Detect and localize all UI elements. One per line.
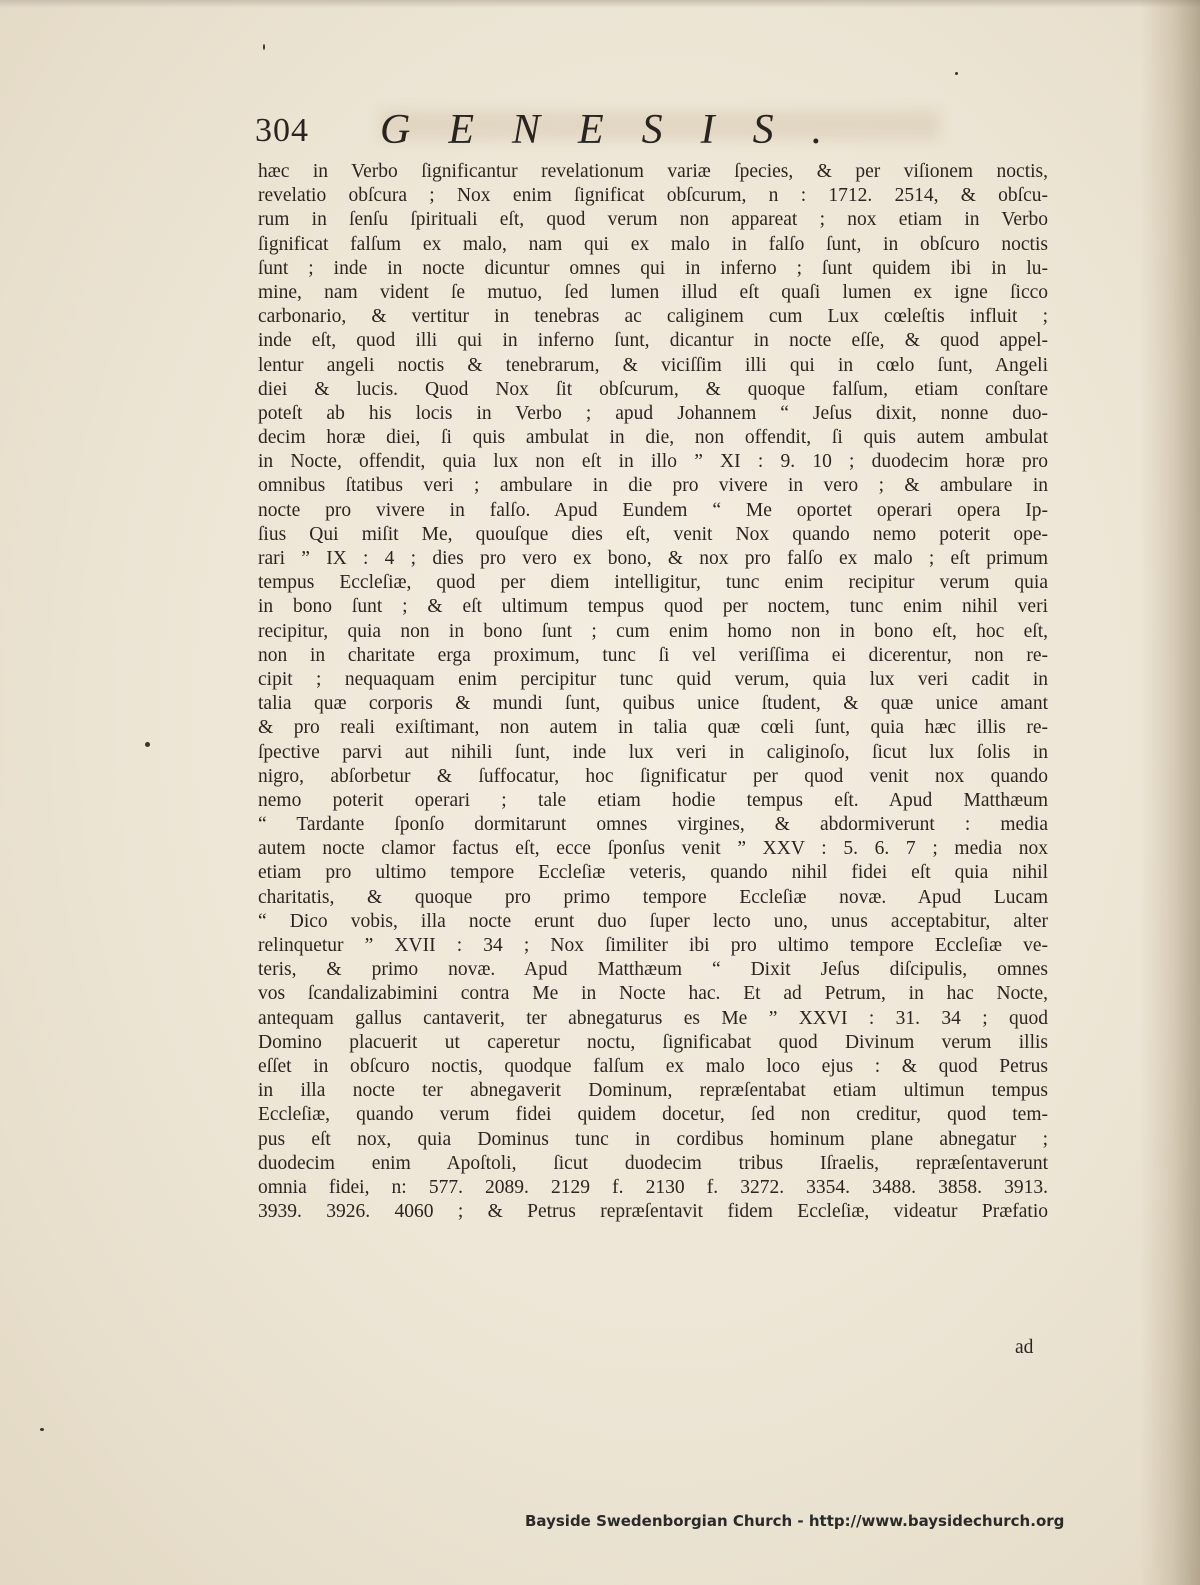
running-title: GENESIS. [380,107,861,153]
text-line: cipit ; nequaquam enim percipitur tunc quid verum, quia lux veri cadit in [258,668,1048,690]
text-line: recipitur, quia non in bono ſunt ; cum enim homo non in bono eſt, hoc eſt, [258,620,1048,642]
text-line: inde eſt, quod illi qui in inferno ſunt, dicantur in nocte eſſe, & quod appel- [258,330,1048,352]
ink-speck [955,72,958,75]
text-line: nocte pro vivere in falſo. Apud Eundem “ Me oportet operari opera Ip- [258,499,1048,521]
text-line: omnia fidei, n: 577. 2089. 2129 f. 2130 f. 3272. 3354. 3488. 3858. 3913. [258,1176,1048,1198]
text-line: antequam gallus cantaverit, ter abnegaturus es Me ” XXVI : 31. 34 ; quod [258,1007,1048,1029]
text-line: “ Dico vobis, illa nocte erunt duo ſuper lecto uno, unus acceptabitur, alter [258,910,1048,932]
text-line: omnibus ſtatibus veri ; ambulare in die pro vivere in vero ; & ambulare in [258,475,1048,497]
text-line: teris, & primo novæ. Apud Matthæum “ Dixit Jeſus diſcipulis, omnes [258,959,1048,981]
text-line: & pro reali exiſtimant, non autem in talia quæ cœli ſunt, quia hæc illis re- [258,717,1048,739]
text-line: “ Tardante ſponſo dormitarunt omnes virgines, & abdormiverunt : media [258,814,1048,836]
text-line: lentur angeli noctis & tenebrarum, & viciſſim illi qui in cœlo ſunt, Angeli [258,354,1048,376]
page-header [255,100,895,160]
text-line: poteſt ab his locis in Verbo ; apud Johannem “ Jeſus dixit, nonne duo- [258,402,1048,424]
text-line: in bono ſunt ; & eſt ultimum tempus quod per noctem, tunc enim nihil veri [258,596,1048,618]
ink-speck [40,1428,44,1431]
text-line: non in charitate erga proximum, tunc ſi vel veriſſima ei dicerentur, non re- [258,644,1048,666]
text-line: nigro, abſorbetur & ſuffocatur, hoc ſignificatur per quod venit nox quando [258,765,1048,787]
text-line: ſius Qui miſit Me, quouſque dies eſt, venit Nox quando nemo poterit ope- [258,523,1048,545]
text-line: decim horæ diei, ſi quis ambulat in die, non offendit, ſi quis autem ambulat [258,427,1048,449]
text-line: nemo poterit operari ; tale etiam hodie tempus eſt. Apud Matthæum [258,789,1048,811]
text-line: ſpective parvi aut nihili ſunt, inde lux veri in caliginoſo, ſicut lux ſolis in [258,741,1048,763]
text-line: vos ſcandalizabimini contra Me in Nocte hac. Et ad Petrum, in hac Nocte, [258,983,1048,1005]
text-line: hæc in Verbo ſignificantur revelationum variæ ſpecies, & per viſionem noctis, [258,161,1048,182]
text-line: mine, nam vident ſe mutuo, ſed lumen illud eſt quaſi lumen ex igne ſicco [258,281,1048,303]
text-line: duodecim enim Apoſtoli, ſicut duodecim tribus Iſraelis, repræſentaverunt [258,1152,1048,1174]
ink-speck [263,44,265,50]
text-line: rum in ſenſu ſpirituali eſt, quod verum non appareat ; nox etiam in Verbo [258,209,1048,231]
page-gutter-shadow [1140,0,1200,1585]
text-line: talia quæ corporis & mundi ſunt, quibus unice ſtudent, & quæ unice amant [258,693,1048,715]
text-line: relinquetur ” XVII : 34 ; Nox ſimiliter ibi pro ultimo tempore Eccleſiæ ve- [258,935,1048,956]
body-text [258,160,1048,1224]
footer-credit: Bayside Swedenborgian Church - http://www.baysidechurch.org [525,1512,1065,1530]
text-line: in illa nocte ter abnegaverit Dominum, repræſentabat etiam ultimun tempus [258,1080,1048,1102]
text-line: ſignificat falſum ex malo, nam qui ex malo in falſo ſunt, in obſcuro noctis [258,233,1048,255]
text-line: carbonario, & vertitur in tenebras ac caliginem cum Lux cœleſtis influit ; [258,306,1048,328]
text-line: ſunt ; inde in nocte dicuntur omnes qui in inferno ; ſunt quidem ibi in lu- [258,257,1048,279]
ink-speck [145,742,150,747]
text-line: revelatio obſcura ; Nox enim ſignificat obſcurum, n : 1712. 2514, & obſcu- [258,185,1048,207]
text-line: autem nocte clamor factus eſt, ecce ſponſus venit ” XXV : 5. 6. 7 ; media nox [258,838,1048,860]
text-line: Domino placuerit ut caperetur noctu, ſignificabat quod Divinum verum illis [258,1031,1048,1053]
text-line: eſſet in obſcuro noctis, quodque falſum ex malo loco ejus : & quod Petrus [258,1055,1048,1077]
text-line: pus eſt nox, quia Dominus tunc in cordibus hominum plane abnegatur ; [258,1128,1048,1150]
text-line: charitatis, & quoque pro primo tempore Eccleſiæ novæ. Apud Lucam [258,886,1048,908]
text-line: etiam pro ultimo tempore Eccleſiæ veteris, quando nihil fidei eſt quia nihil [258,862,1048,884]
text-line: Eccleſiæ, quando verum fidei quidem docetur, ſed non creditur, quod tem- [258,1104,1048,1126]
text-line: in Nocte, offendit, quia lux non eſt in illo ” XI : 9. 10 ; duodecim horæ pro [258,451,1048,473]
text-line: diei & lucis. Quod Nox ſit obſcurum, & quoque falſum, etiam conſtare [258,378,1048,400]
text-line: rari ” IX : 4 ; dies pro vero ex bono, & nox pro falſo ex malo ; eſt primum [258,548,1048,569]
catchword: ad [1015,1337,1034,1358]
page-top-edge [0,0,1200,8]
page-number: 304 [255,112,309,149]
text-line: tempus Eccleſiæ, quod per diem intelligitur, tunc enim recipitur verum quia [258,572,1048,594]
text-line: 3939. 3926. 4060 ; & Petrus repræſentavit fidem Eccleſiæ, videatur Præfatio [258,1201,1048,1223]
